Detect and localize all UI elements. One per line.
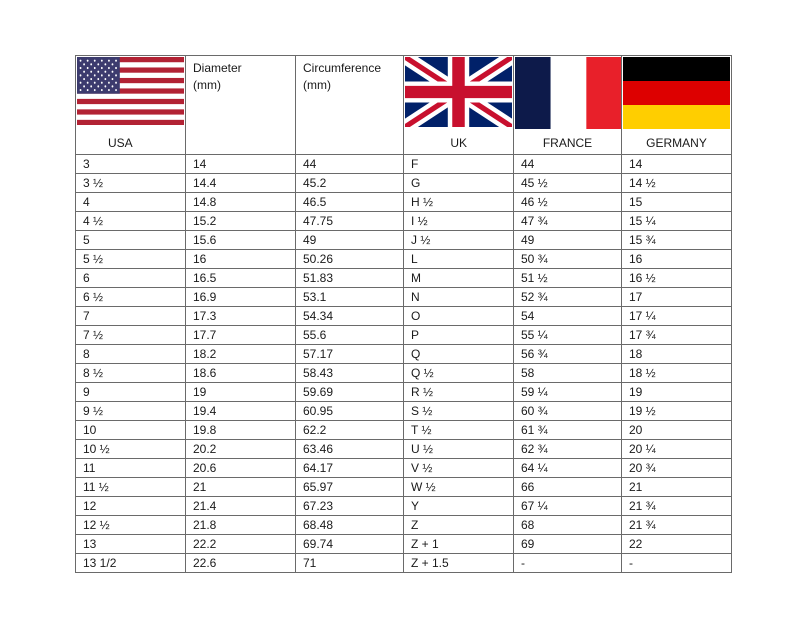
circumference-mm-cell: 62.2 (296, 421, 404, 440)
circumference-mm-cell: 71 (296, 554, 404, 573)
germany-size-cell: 19 ½ (622, 402, 732, 421)
france-size-cell: 64 ¼ (514, 459, 622, 478)
usa-size-cell: 6 ½ (76, 288, 186, 307)
uk-size-cell: G (404, 174, 514, 193)
usa-size-cell: 8 ½ (76, 364, 186, 383)
circumference-mm-cell: 49 (296, 231, 404, 250)
diameter-mm-cell: 18.2 (186, 345, 296, 364)
germany-flag-icon (623, 57, 730, 129)
diameter-mm-cell: 22.6 (186, 554, 296, 573)
uk-size-cell: N (404, 288, 514, 307)
uk-size-cell: U ½ (404, 440, 514, 459)
uk-flag-icon (405, 57, 512, 127)
circumference-mm-cell: 58.43 (296, 364, 404, 383)
usa-size-cell: 3 (76, 155, 186, 174)
usa-size-cell: 4 ½ (76, 212, 186, 231)
usa-size-cell: 5 (76, 231, 186, 250)
usa-size-cell: 10 (76, 421, 186, 440)
diameter-mm-cell: 14.4 (186, 174, 296, 193)
table-row (76, 307, 732, 326)
uk-size-cell: W ½ (404, 478, 514, 497)
circumference-mm-cell: 50.26 (296, 250, 404, 269)
uk-size-cell: Z + 1.5 (404, 554, 514, 573)
france-size-cell: 49 (514, 231, 622, 250)
germany-size-cell: 17 ¼ (622, 307, 732, 326)
uk-size-cell: V ½ (404, 459, 514, 478)
uk-label: UK (450, 136, 467, 150)
germany-size-cell: 14 (622, 155, 732, 174)
diameter-mm-cell: 15.2 (186, 212, 296, 231)
france-size-cell: 60 ¾ (514, 402, 622, 421)
france-size-cell: 58 (514, 364, 622, 383)
germany-size-cell: 21 ¾ (622, 497, 732, 516)
france-size-cell: 67 ¼ (514, 497, 622, 516)
circumference-label: Circumference (mm) (303, 61, 382, 92)
usa-size-cell: 13 1/2 (76, 554, 186, 573)
uk-size-cell: Y (404, 497, 514, 516)
circumference-mm-cell: 59.69 (296, 383, 404, 402)
diameter-mm-cell: 19.8 (186, 421, 296, 440)
germany-size-cell: 18 ½ (622, 364, 732, 383)
diameter-mm-cell: 20.6 (186, 459, 296, 478)
circumference-mm-cell: 46.5 (296, 193, 404, 212)
circumference-mm-cell: 44 (296, 155, 404, 174)
usa-size-cell: 9 (76, 383, 186, 402)
table-row (76, 402, 732, 421)
germany-size-cell: 14 ½ (622, 174, 732, 193)
table-row (76, 364, 732, 383)
germany-size-cell: 16 ½ (622, 269, 732, 288)
france-size-cell: 59 ¼ (514, 383, 622, 402)
diameter-mm-cell: 17.3 (186, 307, 296, 326)
diameter-label: Diameter (mm) (193, 61, 242, 92)
germany-size-cell: 17 ¾ (622, 326, 732, 345)
diameter-mm-cell: 19.4 (186, 402, 296, 421)
germany-size-cell: 21 ¾ (622, 516, 732, 535)
usa-size-cell: 12 ½ (76, 516, 186, 535)
usa-size-cell: 5 ½ (76, 250, 186, 269)
circumference-mm-cell: 47.75 (296, 212, 404, 231)
france-size-cell: 45 ½ (514, 174, 622, 193)
table-row (76, 269, 732, 288)
uk-size-cell: S ½ (404, 402, 514, 421)
table-row (76, 326, 732, 345)
header-row (76, 56, 732, 155)
diameter-header (186, 56, 296, 155)
france-size-cell: 62 ¾ (514, 440, 622, 459)
table-row (76, 421, 732, 440)
table-row (76, 497, 732, 516)
uk-size-cell: P (404, 326, 514, 345)
france-size-cell: 51 ½ (514, 269, 622, 288)
table-row (76, 288, 732, 307)
table-row (76, 212, 732, 231)
germany-size-cell: 19 (622, 383, 732, 402)
circumference-mm-cell: 57.17 (296, 345, 404, 364)
table-row (76, 554, 732, 573)
usa-size-cell: 11 (76, 459, 186, 478)
germany-size-cell: 15 ¾ (622, 231, 732, 250)
diameter-mm-cell: 14.8 (186, 193, 296, 212)
table-row (76, 250, 732, 269)
usa-header (76, 56, 186, 155)
france-size-cell: 44 (514, 155, 622, 174)
uk-size-cell: L (404, 250, 514, 269)
usa-size-cell: 13 (76, 535, 186, 554)
circumference-header (296, 56, 404, 155)
france-size-cell: 68 (514, 516, 622, 535)
germany-size-cell: 21 (622, 478, 732, 497)
table-row (76, 193, 732, 212)
uk-size-cell: Q (404, 345, 514, 364)
germany-size-cell: 20 ¾ (622, 459, 732, 478)
circumference-mm-cell: 54.34 (296, 307, 404, 326)
table-row (76, 345, 732, 364)
circumference-mm-cell: 60.95 (296, 402, 404, 421)
uk-header (404, 56, 514, 155)
table-row (76, 383, 732, 402)
table-row (76, 535, 732, 554)
france-header (514, 56, 622, 155)
table-row (76, 440, 732, 459)
circumference-mm-cell: 68.48 (296, 516, 404, 535)
germany-size-cell: 16 (622, 250, 732, 269)
diameter-mm-cell: 16.9 (186, 288, 296, 307)
diameter-mm-cell: 21.8 (186, 516, 296, 535)
diameter-mm-cell: 21 (186, 478, 296, 497)
table-row (76, 174, 732, 193)
table-row (76, 155, 732, 174)
table-row (76, 478, 732, 497)
germany-size-cell: 22 (622, 535, 732, 554)
france-size-cell: 55 ¼ (514, 326, 622, 345)
usa-size-cell: 3 ½ (76, 174, 186, 193)
diameter-mm-cell: 16.5 (186, 269, 296, 288)
usa-size-cell: 10 ½ (76, 440, 186, 459)
uk-size-cell: J ½ (404, 231, 514, 250)
uk-size-cell: Z (404, 516, 514, 535)
germany-header (622, 56, 732, 155)
germany-size-cell: 20 (622, 421, 732, 440)
uk-size-cell: F (404, 155, 514, 174)
germany-size-cell: 15 (622, 193, 732, 212)
diameter-mm-cell: 22.2 (186, 535, 296, 554)
france-size-cell: 69 (514, 535, 622, 554)
france-label: FRANCE (542, 136, 593, 150)
diameter-mm-cell: 19 (186, 383, 296, 402)
circumference-mm-cell: 53.1 (296, 288, 404, 307)
usa-size-cell: 6 (76, 269, 186, 288)
france-flag-icon (515, 57, 622, 129)
table-row (76, 516, 732, 535)
circumference-mm-cell: 63.46 (296, 440, 404, 459)
diameter-mm-cell: 14 (186, 155, 296, 174)
usa-size-cell: 9 ½ (76, 402, 186, 421)
france-size-cell: - (514, 554, 622, 573)
us-flag-icon (77, 57, 184, 125)
diameter-mm-cell: 17.7 (186, 326, 296, 345)
uk-size-cell: R ½ (404, 383, 514, 402)
uk-size-cell: I ½ (404, 212, 514, 231)
diameter-mm-cell: 16 (186, 250, 296, 269)
circumference-mm-cell: 67.23 (296, 497, 404, 516)
circumference-mm-cell: 69.74 (296, 535, 404, 554)
france-size-cell: 46 ½ (514, 193, 622, 212)
ring-size-table (75, 55, 732, 573)
uk-size-cell: T ½ (404, 421, 514, 440)
france-size-cell: 61 ¾ (514, 421, 622, 440)
table-row (76, 459, 732, 478)
diameter-mm-cell: 20.2 (186, 440, 296, 459)
circumference-mm-cell: 45.2 (296, 174, 404, 193)
uk-size-cell: H ½ (404, 193, 514, 212)
usa-label: USA (108, 136, 133, 150)
germany-size-cell: 20 ¼ (622, 440, 732, 459)
france-size-cell: 54 (514, 307, 622, 326)
circumference-mm-cell: 65.97 (296, 478, 404, 497)
germany-size-cell: 18 (622, 345, 732, 364)
circumference-mm-cell: 64.17 (296, 459, 404, 478)
uk-size-cell: O (404, 307, 514, 326)
usa-size-cell: 12 (76, 497, 186, 516)
diameter-mm-cell: 21.4 (186, 497, 296, 516)
diameter-mm-cell: 15.6 (186, 231, 296, 250)
germany-size-cell: - (622, 554, 732, 573)
france-size-cell: 52 ¾ (514, 288, 622, 307)
germany-size-cell: 17 (622, 288, 732, 307)
france-size-cell: 50 ¾ (514, 250, 622, 269)
diameter-mm-cell: 18.6 (186, 364, 296, 383)
circumference-mm-cell: 55.6 (296, 326, 404, 345)
germany-label: GERMANY (646, 136, 707, 150)
france-size-cell: 66 (514, 478, 622, 497)
circumference-mm-cell: 51.83 (296, 269, 404, 288)
germany-size-cell: 15 ¼ (622, 212, 732, 231)
table-row (76, 231, 732, 250)
uk-size-cell: Z + 1 (404, 535, 514, 554)
usa-size-cell: 7 ½ (76, 326, 186, 345)
usa-size-cell: 8 (76, 345, 186, 364)
usa-size-cell: 4 (76, 193, 186, 212)
france-size-cell: 56 ¾ (514, 345, 622, 364)
france-size-cell: 47 ¾ (514, 212, 622, 231)
usa-size-cell: 7 (76, 307, 186, 326)
uk-size-cell: M (404, 269, 514, 288)
uk-size-cell: Q ½ (404, 364, 514, 383)
usa-size-cell: 11 ½ (76, 478, 186, 497)
